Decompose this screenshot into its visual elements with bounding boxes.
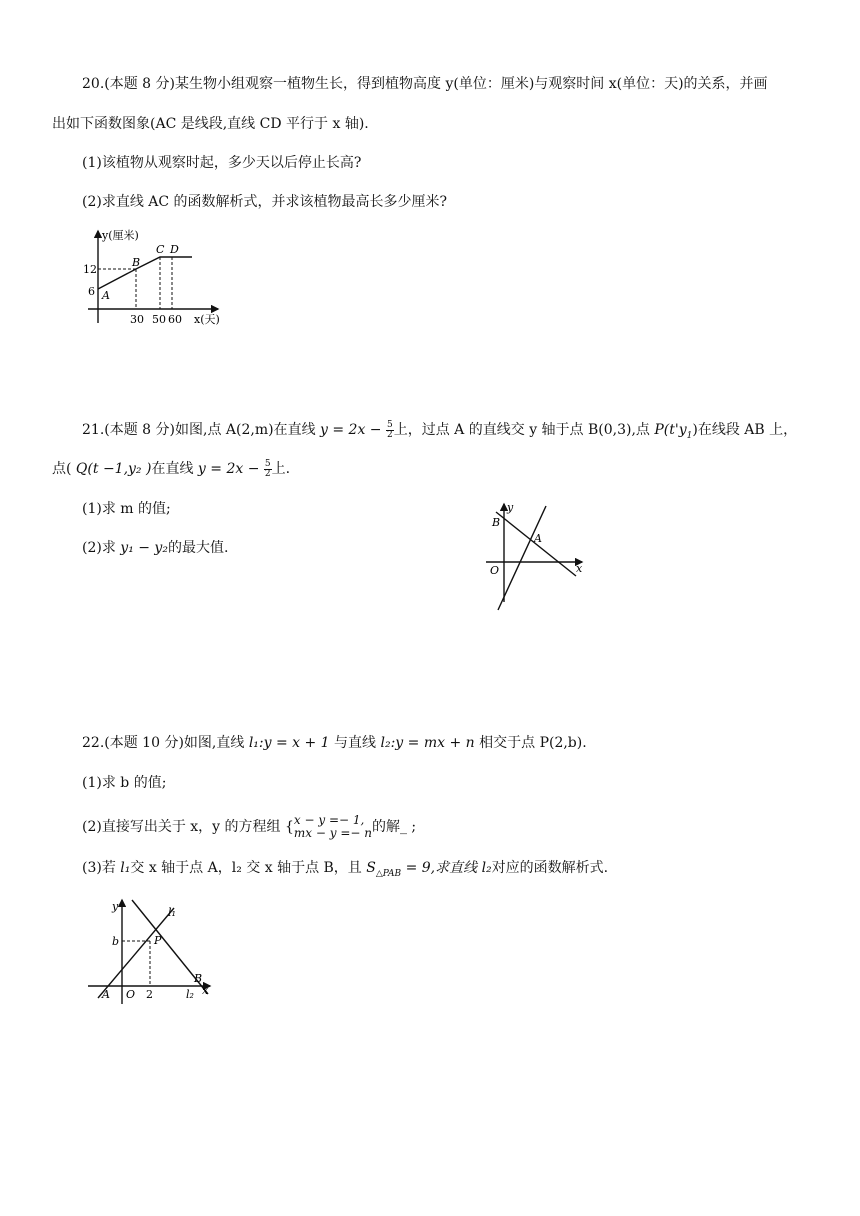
q22-label-o: O <box>126 988 136 1001</box>
q21-frac-2: $\frac{5}{2}$ <box>264 458 271 479</box>
q22-figure <box>84 894 216 1008</box>
q20-point-a: A <box>102 289 110 302</box>
q22-line1: 22.(本题 10 分)如图,直线 l₁:y = x + 1 与直线 l₂:y = mx + n 相交于点 P(2,b). <box>82 735 587 751</box>
q21-frac-1: $\frac{5}{2}$ <box>387 419 393 440</box>
q20-point-b: B <box>132 256 141 269</box>
q21-label-x: x <box>576 562 583 575</box>
q20-xtick-60: 60 <box>168 313 182 326</box>
q20-point-d: D <box>170 243 179 256</box>
q22-label-a: A <box>102 988 110 1001</box>
q20-xtick-50: 50 <box>152 313 166 326</box>
q22-label-y: y <box>112 900 119 913</box>
q22-label-b: b <box>112 935 120 948</box>
q22-equation-system: x − y =− 1, mx − y =− n <box>293 813 372 840</box>
q21-label-y: y <box>507 501 514 514</box>
q21-label-b: B <box>492 516 501 529</box>
q20-x-label: x(天) <box>194 313 220 326</box>
q21-line-y2x <box>498 506 546 610</box>
q22-sub2: (2)直接写出关于 x，y 的方程组 { x − y =− 1, mx − y =− n 的解_ ; <box>82 813 417 840</box>
q20-graph-line <box>98 257 192 289</box>
q20-point-c: C <box>156 243 165 256</box>
q22-label-2: 2 <box>146 988 153 1001</box>
q21-line1: 21.(本题 8 分)如图,点 A(2,m)在直线 y = 2x − $\frac{5}{2}$ 上，过点 A 的直线交 y 轴于点 B(0,3),点 $P(t'y_1)$在线段 AB 上， <box>82 419 798 441</box>
q20-line1: 20.(本题 8 分)某生物小组观察一植物生长，得到植物高度 y(单位：厘米)与观察时间 x(单位：天)的关系，并画 <box>82 76 768 92</box>
q20-y-label: y(厘米) <box>102 229 139 242</box>
q21-label-o: O <box>490 564 500 577</box>
q22-sub1: (1)求 b 的值; <box>82 775 167 791</box>
q20-ytick-6: 6 <box>88 285 95 298</box>
q21-line2: 点( Q(t −1,y₂ )在直线 y = 2x − $\frac{5}{2}$ 上. <box>52 458 291 479</box>
q20-sub1: (1)该植物从观察时起，多少天以后停止长高? <box>82 155 362 171</box>
q20-xtick-30: 30 <box>130 313 144 326</box>
q21-label-a: A <box>534 532 542 545</box>
q21-sub1: (1)求 m 的值; <box>82 501 171 517</box>
q22-label-l1: l₁ <box>168 906 176 919</box>
q22-sub3: (3)若 l₁交 x 轴于点 A，l₂ 交 x 轴于点 B，且 $S_{\triangle PAB} = 9$,求直线 l₂对应的函数解析式. <box>82 860 609 879</box>
q20-ytick-12: 12 <box>83 263 97 276</box>
q22-label-bpoint: B <box>194 972 203 985</box>
q20-sub2: (2)求直线 AC 的函数解析式，并求该植物最高长多少厘米? <box>82 194 448 210</box>
q22-label-p: P <box>154 934 162 947</box>
q21-figure <box>478 498 588 616</box>
q22-label-l2: l₂ <box>186 988 194 1001</box>
q20-line2: 出如下函数图象(AC 是线段,直线 CD 平行于 x 轴). <box>52 116 369 132</box>
q20-figure <box>80 225 230 330</box>
q22-label-x: x <box>202 984 209 997</box>
q22-line-l1 <box>98 908 174 998</box>
q21-sub2: (2)求 y₁ − y₂的最大值. <box>82 540 229 556</box>
